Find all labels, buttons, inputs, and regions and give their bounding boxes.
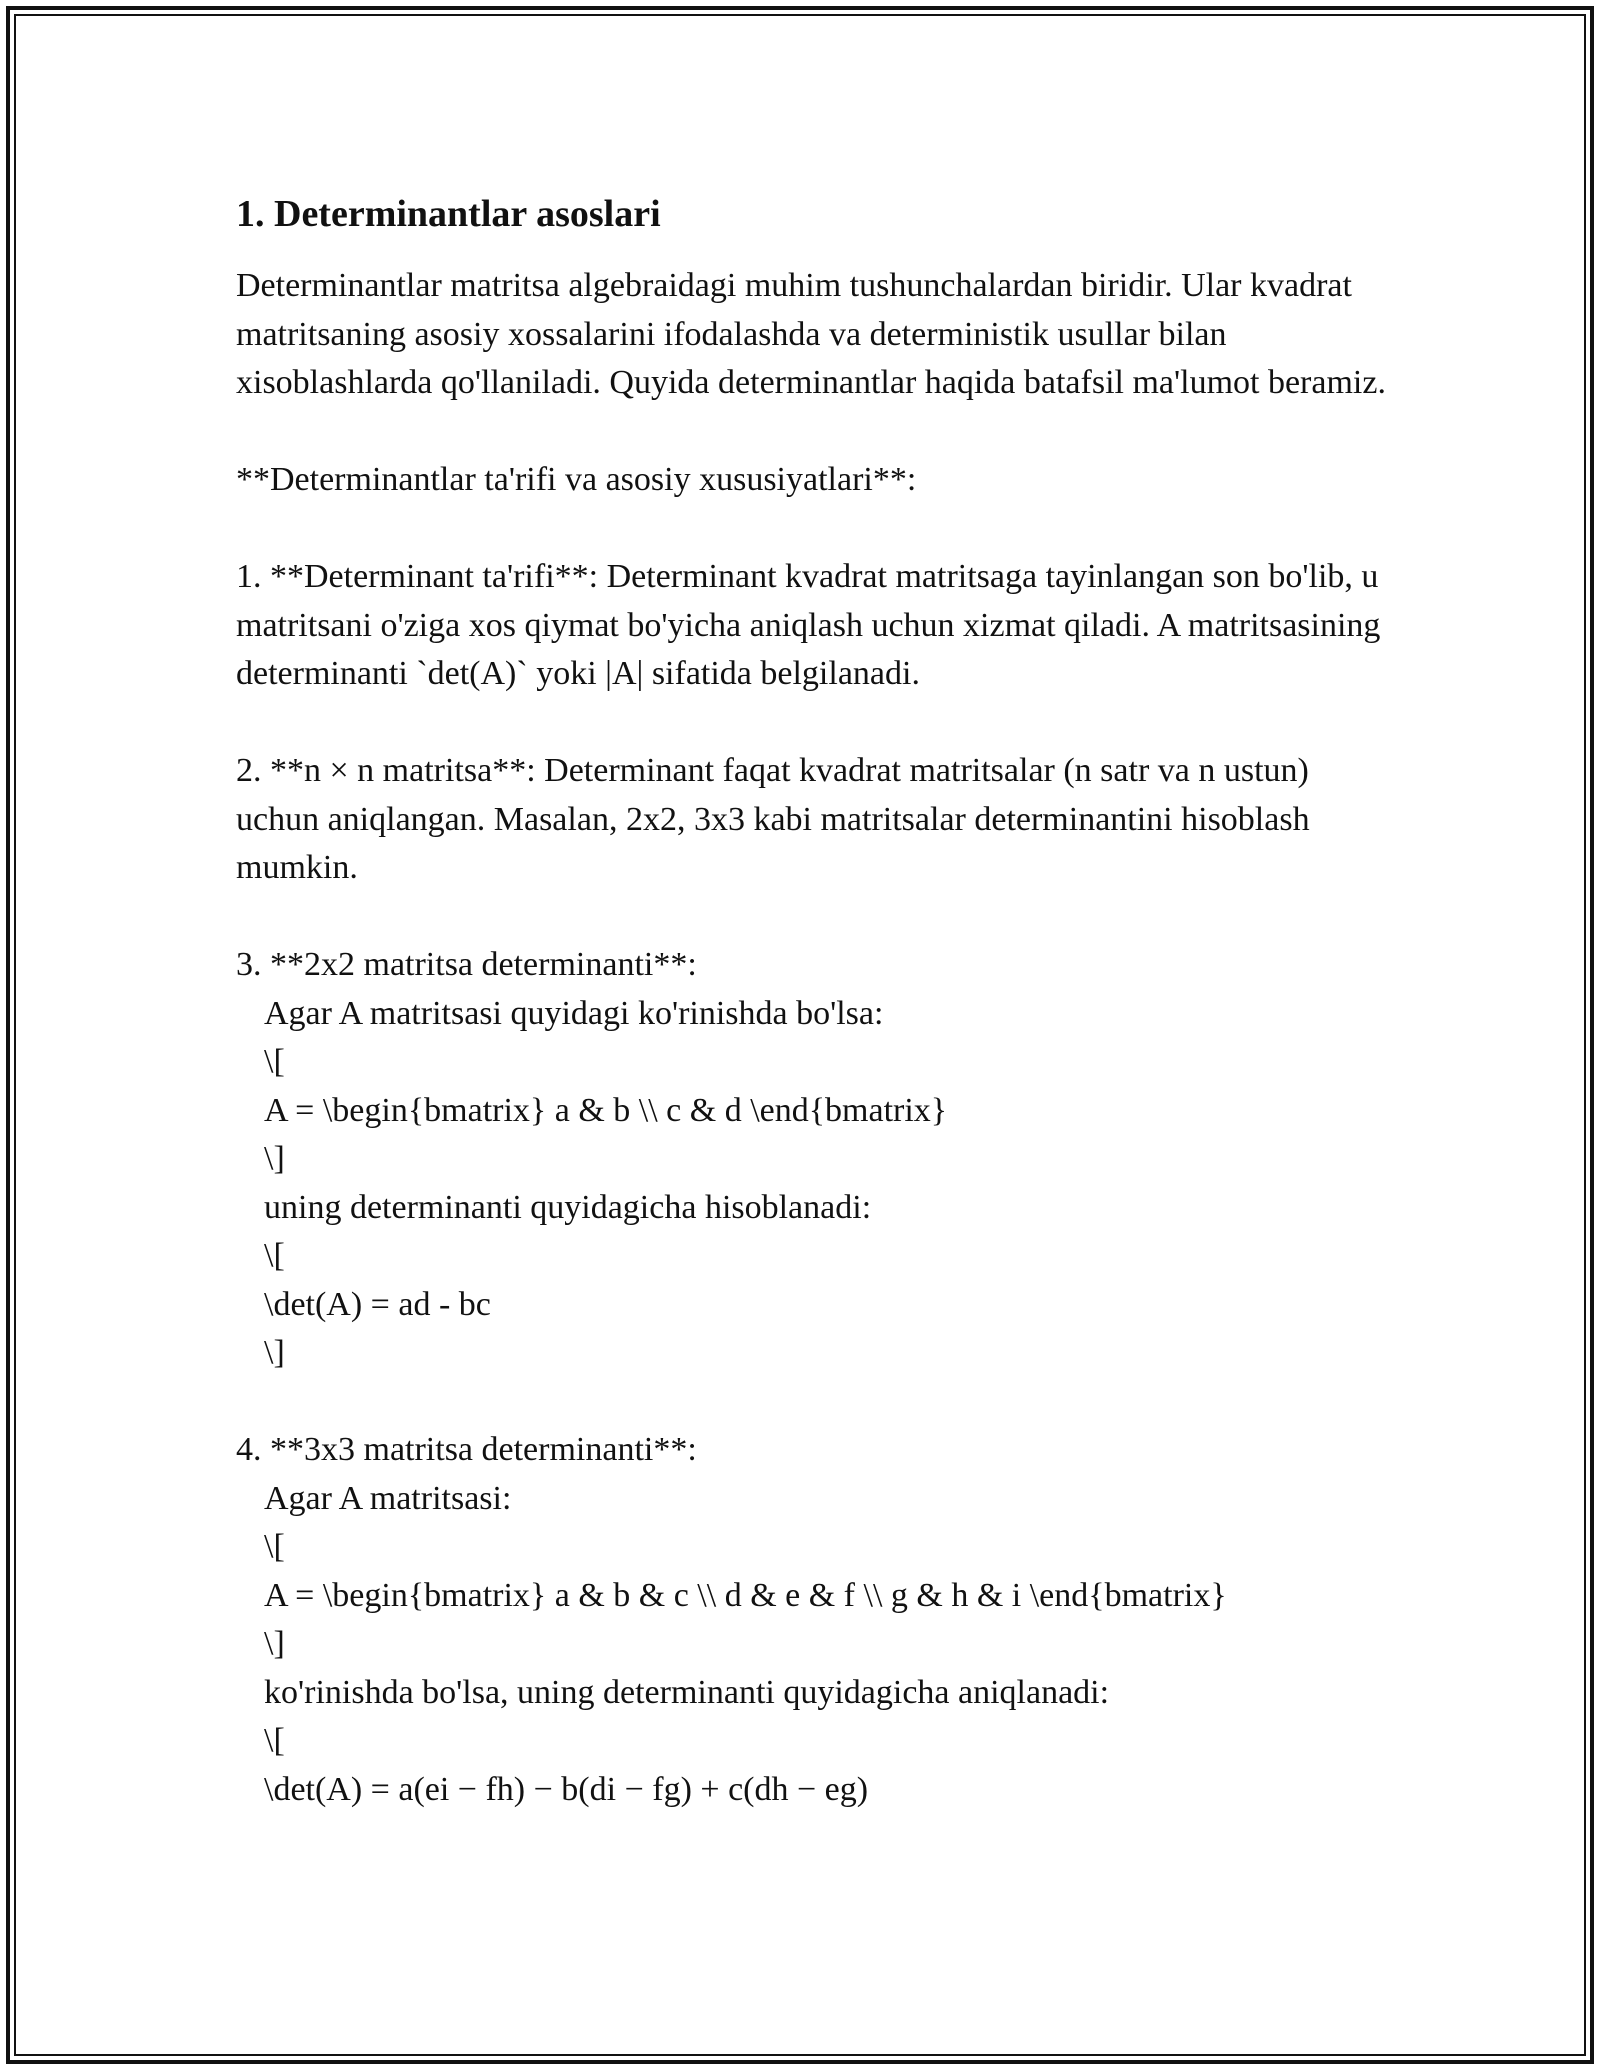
spacer: [236, 1378, 1386, 1427]
document-body: [236, 186, 1386, 1814]
item-3-line: \]: [264, 1334, 285, 1371]
item-3-line: uning determinanti quyidagicha hisoblanadi:: [264, 1188, 872, 1226]
item-4-line: ko'rinishda bo'lsa, uning determinanti quyidagicha aniqlanadi:: [264, 1673, 1110, 1711]
item-3-line: \]: [264, 1140, 285, 1177]
item-4-line: A = \begin{bmatrix} a & b & c \\ d & e & f \\ g & h & i \end{bmatrix}: [264, 1576, 1227, 1614]
item-3-title: 3. **2x2 matritsa determinanti**:: [236, 946, 697, 983]
section-heading: 1. Determinantlar asoslari: [236, 193, 661, 235]
item-4-title: 4. **3x3 matritsa determinanti**:: [236, 1431, 697, 1468]
item-2-paragraph: 2. **n × n matritsa**: Determinant faqat kvadrat matritsalar (n satr va n ustun) uchun aniqlangan. Masalan, 2x2, 3x3 kabi matritsalar determinantini hisoblash mumkin.: [236, 752, 1310, 886]
item-3-line: Agar A matritsasi quyidagi ko'rinishda bo'lsa:: [264, 994, 884, 1032]
item-3-line: \det(A) = ad - bc: [264, 1285, 491, 1323]
item-4-line: Agar A matritsasi:: [264, 1479, 512, 1517]
item-4-line: \]: [264, 1625, 285, 1662]
item-3-line: \[: [264, 1237, 285, 1274]
spacer: [236, 893, 1386, 942]
spacer: [236, 408, 1386, 457]
item-4-line: \det(A) = a(ei − fh) − b(di − fg) + c(dh − eg): [264, 1770, 869, 1808]
subtitle-paragraph: **Determinantlar ta'rifi va asosiy xususiyatlari**:: [236, 461, 917, 498]
spacer: [236, 505, 1386, 554]
item-4-line: \[: [264, 1722, 285, 1759]
item-4-line: \[: [264, 1528, 285, 1565]
item-1-paragraph: 1. **Determinant ta'rifi**: Determinant kvadrat matritsaga tayinlangan son bo'lib, u matritsani o'ziga xos qiymat bo'yicha aniqlash uchun xizmat qiladi. A matritsasining determinanti `det(A)` yoki |A| sifatida belgilanadi.: [236, 558, 1381, 692]
intro-paragraph: Determinantlar matritsa algebraidagi muhim tushunchalardan biridir. Ular kvadrat matritsaning asosiy xossalarini ifodalashda va deterministik usullar bilan xisoblashlarda qo'llaniladi. Quyida determinantlar haqida batafsil ma'lumot beramiz.: [236, 267, 1386, 401]
spacer: [236, 699, 1386, 748]
item-3-line: A = \begin{bmatrix} a & b \\ c & d \end{bmatrix}: [264, 1091, 948, 1129]
item-3-line: \[: [264, 1043, 285, 1080]
